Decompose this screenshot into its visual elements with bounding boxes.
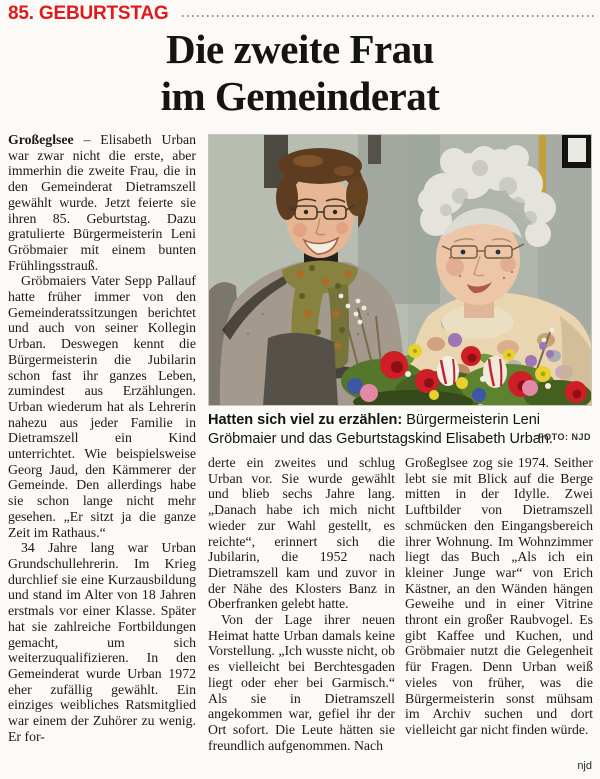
article-column-2: [208, 455, 395, 777]
paragraph: Großeglsee zog sie 1974. Seither lebt sie mit Blick auf die Berge mitten in der Idylle. Zwei Luftbilder von Dietramszell schmücken den Eingangsbereich ihrer Wohnung. Im Wohnzimmer liegt das Buch „Als ich ein kleiner Junge war“ von Erich Kästner, an den Wänden hängen Geweihe und in einer Vitrine thront ein großer Raubvogel. Es gibt Kaffee und Kuchen, und Gröbmaier nutzt die Gelegenheit für Fragen. Denn Urban weiß vieles von früher, was die Bürgermeisterin sonst mühsam im Archiv suchen und dort vielleicht gar nicht finden würde.: [405, 455, 593, 737]
headline-line-1: Die zweite Frau: [166, 26, 434, 72]
headline-line-2: im Gemeinderat: [160, 73, 440, 119]
caption-text: Bürgermeisterin Leni Gröbmaier und das Geburtstagskind Elisabeth Urban.: [208, 412, 553, 447]
article-column-3: [405, 455, 593, 777]
article-headline: [0, 26, 600, 120]
paragraph: Von der Lage ihrer neuen Heimat hatte Urban damals keine Vorstellung. „Ich wusste nicht, ob es vielleicht bei Berchtesgaden liegt oder eher bei Garmisch.“ Als sie in Dietramszell angekommen war, gefiel ihr der Ort sofort. Die Leute hätten sie freundlich aufgenommen. Nach: [208, 612, 395, 753]
photo-illustration: [208, 134, 592, 406]
article-photo: [208, 134, 592, 406]
section-kicker: 85. GEBURTSTAG: [8, 3, 169, 24]
photo-caption: [208, 411, 592, 449]
paragraph: 34 Jahre lang war Urban Grundschullehrerin. Im Krieg durchlief sie eine Kurzausbildung und stand im Alter von 18 Jahren erstmals vor einer Klasse. Später hat sie zahlreiche Fortbildungen gemacht, um sich weiterzuqualifizieren. In den Gemeinderat wurde Urban 1972 eher zufällig gewählt. Ein einziges weibliches Ratsmitglied war einem der Zuhörer zu wenig. Er for-: [8, 540, 196, 744]
article-column-1: [8, 132, 196, 777]
author-initials: njd: [577, 760, 592, 773]
caption-lead: Hatten sich viel zu erzählen:: [208, 412, 403, 428]
dateline: Großeglsee: [8, 132, 74, 147]
photo-credit: FOTO: NJD: [538, 431, 591, 442]
dotted-rule: [182, 15, 597, 17]
paragraph: Gröbmaiers Vater Sepp Pallauf hatte früher immer von den Gemeinderatssitzungen berichtet und auch von seiner Kollegin Urban. Deswegen kennt die Bürgermeisterin die Jubilarin schon fast ihr ganzes Leben, zumindest aus Erzählungen. Urban wiederum hat als Lehrerin nahezu aus jeder Familie in Dietramszell ein Kind unterrichtet. Wie beispielsweise Georg Jaud, den Kämmerer der Gemeinde. Den allerdings habe sie schon lange nicht mehr gesehen. „Er sitzt ja die ganze Zeit im Rathaus.“: [8, 273, 196, 540]
lead-paragraph: [8, 132, 196, 273]
paragraph: derte ein zweites und schlug Urban vor. Sie wurde gewählt und blieb sechs Jahre lang. „Danach habe ich mich nicht wieder zur Wahl gestellt, es reichte“, erinnert sich die Jubilarin, die 1952 nach Dietramszell kam und zuvor in der Nähe des Klosters Banz in Oberfranken gelebt hatte.: [208, 455, 395, 612]
lead-paragraph-text: Elisabeth Urban war zwar nicht die erste, aber immerhin die zweite Frau, die in den Gemeinderat Dietramszell gewählt wurde. Jetzt feierte sie ihren 85. Geburtstag. Dazu gratulierte Bürgermeisterin Leni Gröbmaier mit einem bunten Frühlingsstrauß.: [8, 132, 196, 273]
dateline-separator: –: [73, 132, 101, 147]
